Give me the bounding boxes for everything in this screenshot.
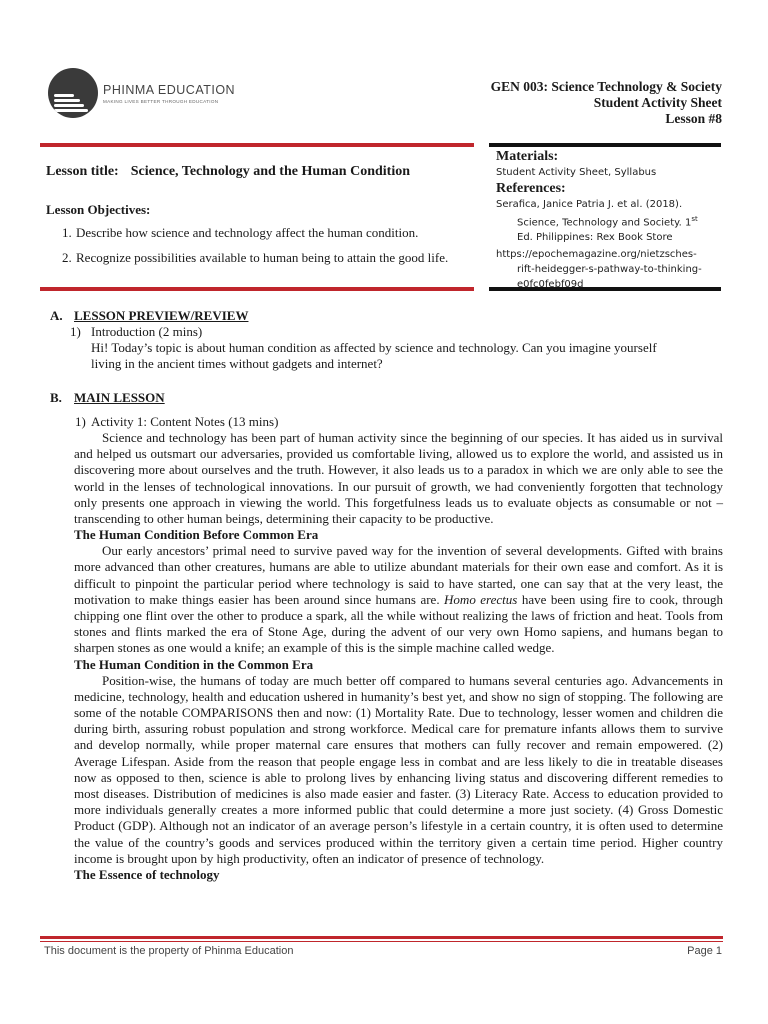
reference-1-line3: Ed. Philippines: Rex Book Store xyxy=(517,232,673,244)
section-b-item-title: 1) Activity 1: Content Notes (13 mins) xyxy=(75,414,279,429)
objective-item xyxy=(62,250,457,266)
course-code: GEN 003: Science Technology & Society xyxy=(490,79,722,94)
logo-emblem-icon xyxy=(48,68,98,118)
footer-thin-line xyxy=(40,941,723,942)
subheading-essence-of-technology: The Essence of technology xyxy=(74,867,220,883)
paragraph: Our early ancestors’ primal need to survive paved way for the invention of several developments. Gifted with brains more advanced than other creatures, humans are able to utilize abundant materials for their own ease and comfort. As it is difficult to pinpoint the particular period where technology is said to have started, one can say that at the very least, the motivation to make things easier has been around since humans are. Homo erectus have been using fire to cook, through chipping one flint over the other to produce a spark, all the while without realizing the laws of friction and heat. Tools from stones and flints marked the era of Stone Age, during the advent of our very own Homo sapiens, and humans began to sharpen stones as one would a knife; an example of this is the simple machine called wedge. xyxy=(74,543,723,656)
footer-red-line xyxy=(40,936,723,939)
lesson-title xyxy=(46,164,410,180)
logo-tagline: MAKING LIVES BETTER THROUGH EDUCATION xyxy=(103,99,219,104)
objective-text: Recognize possibilities available to human being to attain the good life. xyxy=(76,250,449,265)
page-number: Page 1 xyxy=(687,945,722,957)
logo-name: PHINMA EDUCATION xyxy=(103,83,236,97)
subheading-common-era: The Human Condition in the Common Era xyxy=(74,656,314,672)
objective-number: 1. xyxy=(62,225,72,240)
materials-heading: Materials: xyxy=(496,149,559,164)
lesson-title-text: Science, Technology and the Human Condition xyxy=(130,164,410,179)
phinma-logo xyxy=(48,68,268,128)
objective-number: 2. xyxy=(62,250,72,265)
subheading-before-common-era: The Human Condition Before Common Era xyxy=(74,527,319,543)
references-heading: References: xyxy=(496,181,566,196)
lesson-number: Lesson #8 xyxy=(665,111,722,126)
materials-box xyxy=(496,148,721,292)
black-divider-top xyxy=(489,143,721,147)
objectives-heading: Lesson Objectives: xyxy=(46,202,151,217)
section-a-heading: A. LESSON PREVIEW/REVIEW xyxy=(50,308,249,323)
objective-text: Describe how science and technology affect the human condition. xyxy=(76,225,419,240)
red-divider-bottom xyxy=(40,287,474,291)
materials-text: Student Activity Sheet, Syllabus xyxy=(496,167,657,178)
reference-2-link[interactable]: https://epochemagazine.org/nietzsches- rift-heidegger-s-pathway-to-thinking- e0fc0febf09d xyxy=(496,249,702,291)
section-a-text: Hi! Today’s topic is about human condition as affected by science and technology. Can you imagine yourself living in the ancient times without gadgets and internet? xyxy=(91,340,657,372)
reference-1-line2: Science, Technology and Society. 1st xyxy=(517,215,698,229)
section-b-heading: B. MAIN LESSON xyxy=(50,390,165,405)
reference-1-line1: Serafica, Janice Patria J. et al. (2018). xyxy=(496,199,683,210)
sheet-title: Student Activity Sheet xyxy=(593,95,722,110)
main-lesson-content xyxy=(74,430,723,883)
red-divider-top xyxy=(40,143,474,147)
section-a-item-title: 1) Introduction (2 mins) xyxy=(70,324,203,339)
objective-item xyxy=(62,225,457,241)
lesson-title-label: Lesson title: xyxy=(46,164,119,179)
footer-property-note: This document is the property of Phinma Education xyxy=(44,945,294,957)
paragraph: Science and technology has been part of human activity since the beginning of our species. It has aided us in survival and helped us outsmart our adversaries, provided us comfortable living, allowed us to explore the world, and assisted us in discovering more about ourselves and the truth. However, it also leads us to a paradox in which we are only able to see the world in the lenses of technological innovations. In our pursuit of growth, we had conveniently forgotten that technology only presents one approach in viewing the world. This forgetfulness leads us to evaluate objects as consumable or not – transcending to other human beings, determining their capacity to be productive. xyxy=(74,430,723,527)
paragraph: Position-wise, the humans of today are much better off compared to humans several centuries ago. Advancements in medicine, technology, health and education ushered in humanity’s best yet, and show no sign of stopping. The following are some of the notable COMPARISONS then and now: (1) Mortality Rate. Due to technology, lesser women and children die during birth, assuring robust population and strong workforce. Medical care for premature infants allows them to survive and develop normally, while proper maternal care ensures that mothers can fully recover and remain empowered. (2) Average Lifespan. Aside from the reason that people engage less in combat and are less likely to die in treatable diseases now as opposed to then, science is able to prolong lives by enhancing living status and discovering different remedies to most diseases. Distribution of medicines is also made easier and faster. (3) Literacy Rate. Access to education provided to more individuals generally creates a more informed public that could determine a more just society. (4) Gross Domestic Product (GDP). Although not an indicator of an average person’s lifestyle in a certain country, it is often used to determine the value of the country’s goods and services produced within the territory given a certain time period. Higher country income is brought upon by high productivity, often an indicator of presence of technology. xyxy=(74,672,723,866)
